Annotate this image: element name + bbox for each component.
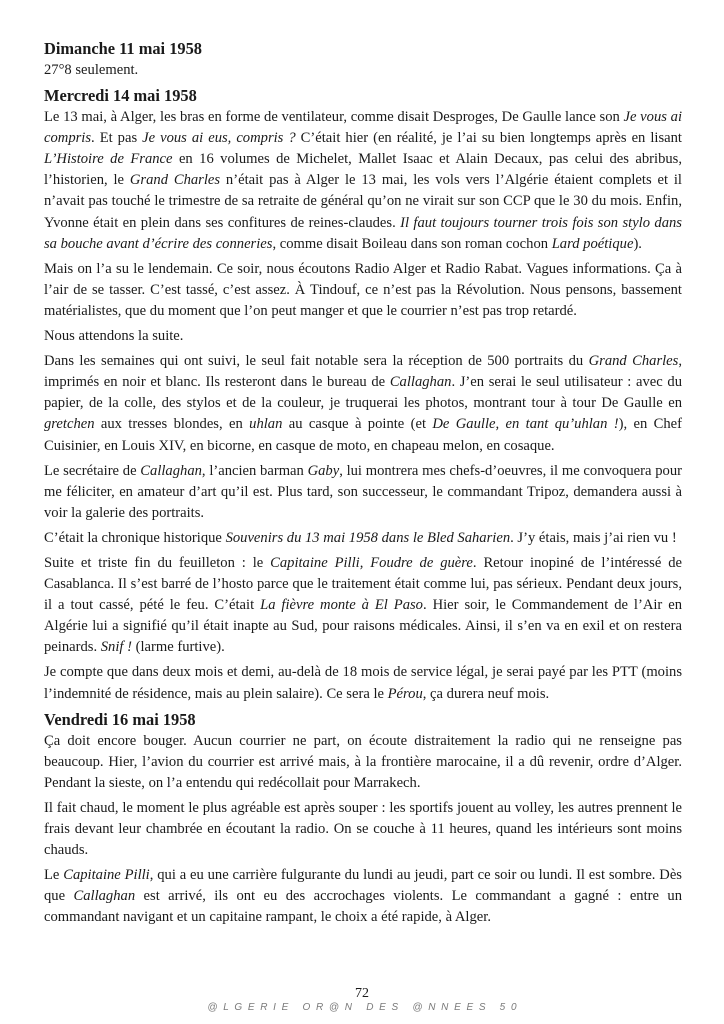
text-run: Le 13 mai, à Alger, les bras en forme de ventilateur, comme disait Desproges, De Gaulle lance son [44,109,624,126]
body-paragraph [44,107,682,255]
italic-text: Gaby [307,462,340,479]
italic-text: Je vous ai compris [44,109,682,147]
text-run: , comme disait Boileau dans son roman cochon [272,235,552,252]
italic-text: Je vous ai eus, compris ? [142,130,296,147]
body-paragraph [44,259,682,322]
text-run: Ça doit encore bouger. Aucun courrier ne part, on écoute distraitement la radio qui ne renseigne pas beaucoup. Hier, l’avion du courrier est arrivé mais, à la frontière marocaine, il a dû revenir, ordre d’Alger. Pendant la sieste, on l’a entendu qui redécollait pour Marrakech. [44,732,682,791]
text-run: (larme furtive). [131,639,225,656]
text-run: aux tresses blondes, en [94,416,250,433]
entry-date-heading: Mercredi 14 mai 1958 [44,86,197,106]
text-run: Le [44,867,64,884]
italic-text: Callaghan [73,888,136,905]
text-run: en 16 volumes de Michelet, Mallet Isaac et Alain Decaux, pas celui des abribus, l’historien, le [44,151,682,189]
text-run: C’était hier (en réalité, je l’ai su bien longtemps après en lisant [295,130,682,147]
body-paragraph [44,351,682,456]
text-run: , imprimés en noir et blanc. Ils resteront dans le bureau de [44,353,683,391]
italic-text: uhlan [249,416,283,433]
text-run: n’était pas à Alger le 13 mai, les vols vers l’Algérie étaient complets et il n’avait pas touché le trimestre de sa retraite de général qu’on ne virait sur son CCP que le 30 du mois. Enfin, Yvonne était en plein dans ses confitures de reines-claudes. [44,172,682,231]
text-run: , l’ancien barman [201,462,308,479]
text-run: Dans les semaines qui ont suivi, le seul fait notable sera la réception de 500 portraits du [44,353,589,370]
text-run: , qui a eu une carrière fulgurante du lundi au jeudi, part ce soir ou lundi. Il est sombre. Dès que [44,867,682,905]
body-paragraph [44,731,682,794]
italic-text: Souvenirs du 13 mai 1958 dans le Bled Saharien [225,529,511,546]
text-run: Je compte que dans deux mois et demi, au-delà de 18 mois de service légal, je serai payé par les PTT (moins l’indemnité de résidence, mais au plein salaire). Ce sera le [44,664,682,702]
body-paragraph [44,461,682,524]
text-run: est arrivé, ils ont eu des accrochages violents. Le commandant a gagné : entre un commandant navigant et un capitaine rampant, le choix a été rapide, à Alger. [44,888,682,926]
text-run: , ça durera neuf mois. [422,685,550,702]
italic-text: Callaghan [389,374,452,391]
italic-text: La fièvre monte à El Paso [260,597,423,614]
italic-text: Capitaine Pilli [63,867,150,884]
body-paragraph [44,662,682,704]
text-run: . Et pas [91,130,143,147]
italic-text: Callaghan [140,462,202,479]
italic-text: L’Histoire de France [44,151,173,168]
italic-text: gretchen [44,416,95,433]
body-paragraph [44,60,682,81]
text-run: . J’en serai le seul utilisateur : avec du papier, de la colle, des stylos et de la couleur, je truquerai les photos, montrant tour à tour De Gaulle en [44,374,682,412]
running-footer: @ L G E R I E O R @ N D E S @ N N E E S 5 0 [207,1002,517,1013]
body-paragraph [44,865,682,928]
body-paragraph [44,528,682,549]
text-run: au casque à pointe (et [282,416,433,433]
italic-text: Lard poétique [551,235,634,252]
body-paragraph [44,798,682,861]
italic-text: Grand Charles [129,172,221,189]
text-run: Suite et triste fin du feuilleton : le [44,554,271,571]
text-run: ), en Chef Cuisinier, en Louis XIV, en bicorne, en casque de moto, en chapeau melon, en cosaque. [44,416,682,454]
entry-date-heading: Vendredi 16 mai 1958 [44,709,196,729]
text-run: Le secrétaire de [44,462,141,479]
italic-text: Pérou [387,685,423,702]
text-run: ). [633,235,642,252]
italic-text: Capitaine Pilli, Foudre de guère [270,554,473,571]
page-body [44,38,682,932]
page-number: 72 [355,986,369,1001]
text-run: Il fait chaud, le moment le plus agréable est après souper : les sportifs jouent au volley, les autres prennent le frais devant leur chambrée en écoutant la radio. On se couche à 11 heures, quand les intérieurs sont moins chauds. [44,799,682,859]
body-paragraph [44,326,682,347]
text-run: . Hier soir, le Commandement de l’Air en Algérie lui a signifié qu’il était inapte au Sud, pour raisons médicales. Ainsi, il s’en va en exil et on restera peinards. [44,597,683,656]
italic-text: Il faut toujours tourner trois fois son stylo dans sa bouche avant d’écrire des conneries [44,214,682,252]
italic-text: Snif ! [100,639,132,656]
italic-text: De Gaulle, en tant qu’uhlan ! [432,416,619,433]
italic-text: Grand Charles [588,353,679,370]
text-run: 27°8 seulement. [44,62,139,78]
text-run: , lui montrera mes chefs-d’oeuvres, il me convoquera pour me féliciter, en amateur d’art qu’il est. Plus tard, son successeur, le commandant Tripoz, demandera aussi à voir la galerie des portraits. [44,462,682,521]
text-run: C’était la chronique historique [44,529,226,546]
entry-date-heading: Dimanche 11 mai 1958 [44,39,202,58]
text-run: Mais on l’a su le lendemain. Ce soir, nous écoutons Radio Alger et Radio Rabat. Vagues informations. Ça à l’air de se tasser. C’est tassé, c’est assez. À Tindouf, ce n’est pas la Révolution. Nous pensons, bassement matérialistes, que du moment que l’on peut manger et que le courrier n’est pas trop retardé. [44,260,682,319]
text-run: Nous attendons la suite. [44,328,184,345]
text-run: . Retour inopiné de l’intéressé de Casablanca. Il s’est barré de l’hosto parce que le traitement était comme lui, pas sérieux. Pendant deux jours, il a tout cassé, pété le feu. C’était [44,554,683,614]
text-run: . J’y étais, mais j’ai rien vu ! [510,529,677,546]
body-paragraph [44,553,682,658]
